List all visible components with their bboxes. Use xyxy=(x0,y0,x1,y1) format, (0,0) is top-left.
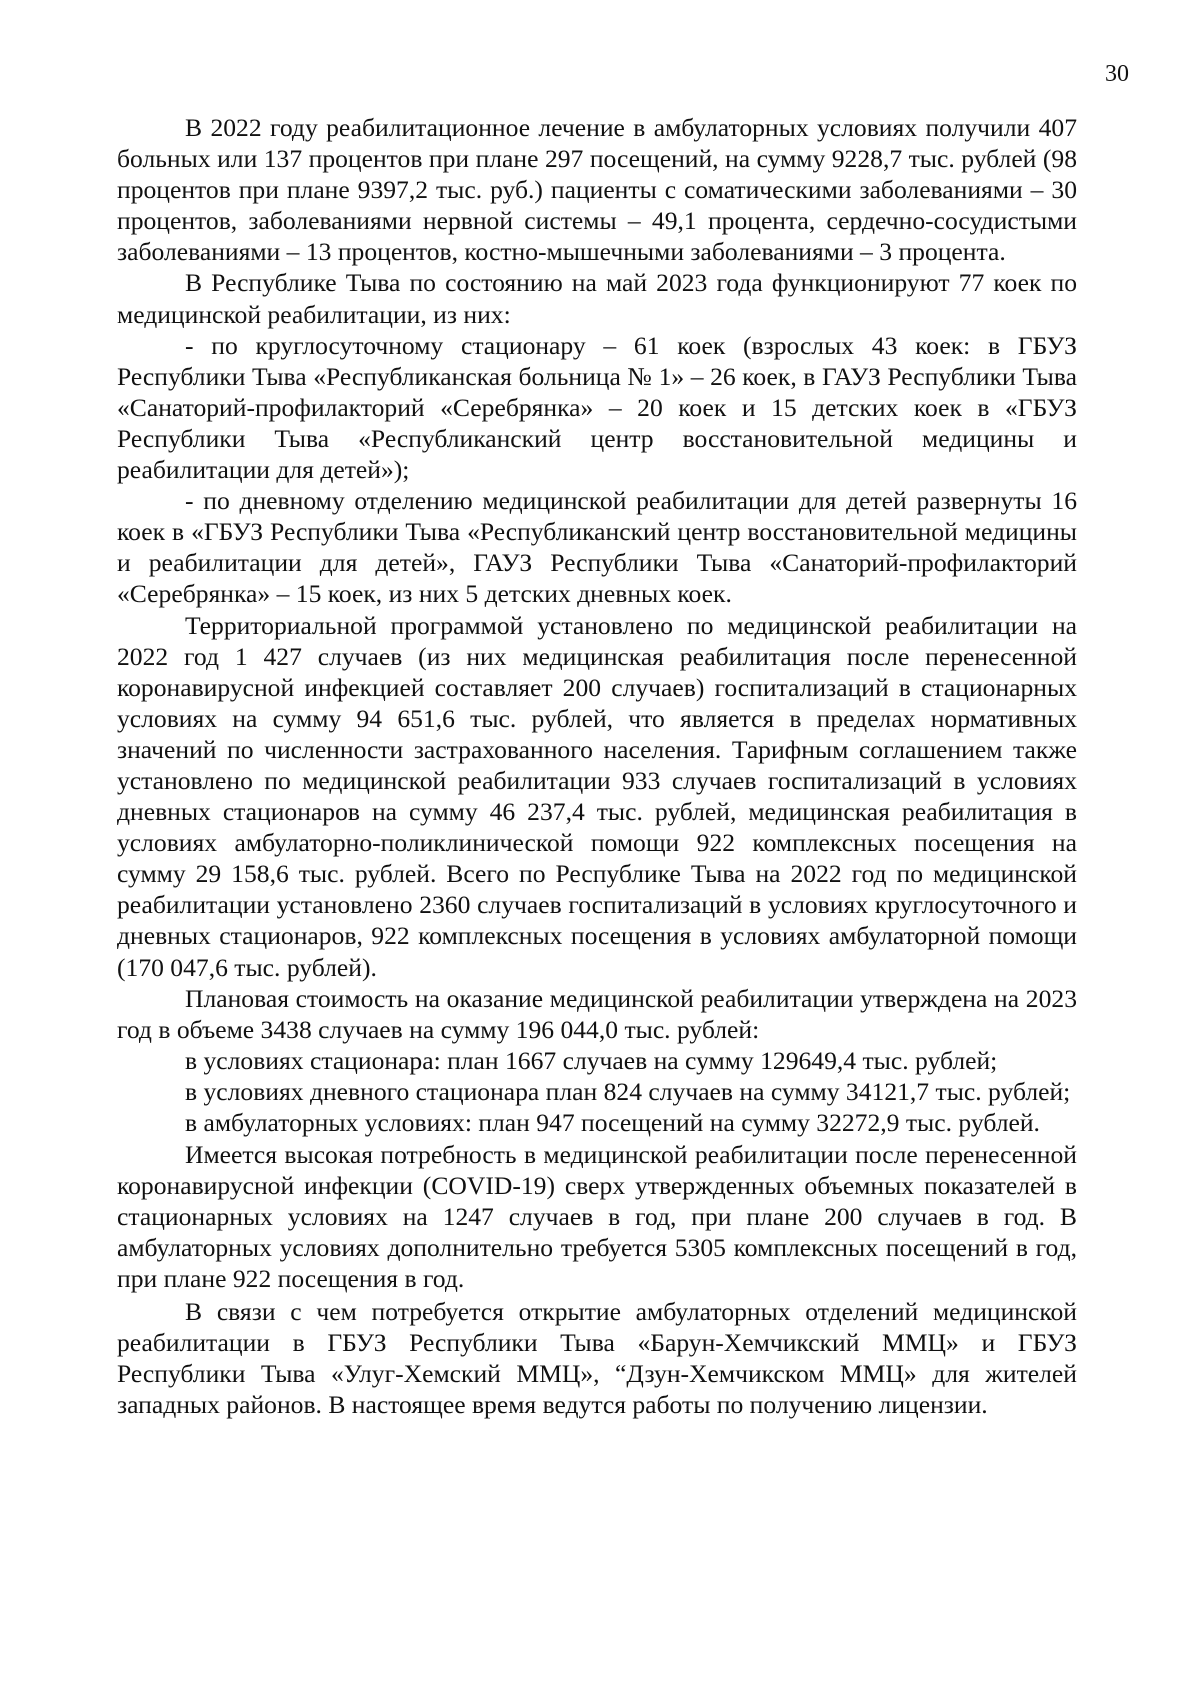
paragraph-covid-rehab-need: Имеется высокая потребность в медицинской реабилитации после перенесенной коронавирусной инфекции (COVID-19) сверх утвержденных объемных показателей в стационарных условиях на 1247 случаев в год, при плане 200 случаев в год. В амбулаторных условиях дополнительно требуется 5305 комплексных посещений в год, при плане 922 посещения в год. xyxy=(117,1140,1077,1294)
page-number: 30 xyxy=(1105,61,1129,87)
paragraph-round-the-clock-beds: - по круглосуточному стационару – 61 коек (взрослых 43 коек: в ГБУЗ Республики Тыва «Республиканская больница № 1» – 26 коек, в ГАУЗ Республики Тыва «Санаторий-профилакторий «Серебрянка» – 20 коек и 15 детских коек в «ГБУЗ Республики Тыва «Республиканский центр восстановительной медицины и реабилитации для детей»); xyxy=(117,330,1077,485)
paragraph-territorial-program: Территориальной программой установлено по медицинской реабилитации на 2022 год 1 427 случаев (из них медицинская реабилитация после перенесенной коронавирусной инфекцией составляет 200 случаев) госпитализаций в стационарных условиях на сумму 94 651,6 тыс. рублей, что является в пределах нормативных значений по численности застрахованного населения. Тарифным соглашением также установлено по медицинской реабилитации 933 случаев госпитализаций в условиях дневных стационаров на сумму 46 237,4 тыс. рублей, медицинская реабилитация в условиях амбулаторно-поликлинической помощи 922 комплексных посещения на сумму 29 158,6 тыс. рублей. Всего по Республике Тыва на 2022 год по медицинской реабилитации установлено 2360 случаев госпитализаций в условиях круглосуточного и дневных стационаров, 922 комплексных посещения в условиях амбулаторной помощи (170 047,6 тыс. рублей). xyxy=(117,610,1077,982)
paragraph-ambulatory-rehab-2022: В 2022 году реабилитационное лечение в амбулаторных условиях получили 407 больных или 137 процентов при плане 297 посещений, на сумму 9228,7 тыс. рублей (98 процентов при плане 9397,2 тыс. руб.) пациенты с соматическими заболеваниями – 30 процентов, заболеваниями нервной системы – 49,1 процента, сердечно-сосудистыми заболеваниями – 13 процентов, костно-мышечными заболеваниями – 3 процента. xyxy=(117,113,1077,267)
paragraph-planned-cost-2023: Плановая стоимость на оказание медицинской реабилитации утверждена на 2023 год в объеме 3438 случаев на сумму 196 044,0 тыс. рублей: xyxy=(117,983,1077,1044)
paragraph-outpatient-plan: в амбулаторных условиях: план 947 посещений на сумму 32272,9 тыс. рублей. xyxy=(185,1108,1040,1137)
paragraph-beds-may-2023: В Республике Тыва по состоянию на май 2023 года функционируют 77 коек по медицинской реабилитации, из них: xyxy=(117,268,1077,329)
document-body xyxy=(117,112,1077,1420)
paragraph-inpatient-plan: в условиях стационара: план 1667 случаев на сумму 129649,4 тыс. рублей; xyxy=(185,1045,998,1075)
paragraph-new-departments: В связи с чем потребуется открытие амбулаторных отделений медицинской реабилитации в ГБУЗ Республики Тыва «Барун-Хемчикский ММЦ» и ГБУЗ Республики Тыва «Улуг-Хемский ММЦ», “Дзун-Хемчикском ММЦ» для жителей западных районов. В настоящее время ведутся работы по получению лицензии. xyxy=(117,1296,1077,1419)
paragraph-day-department-beds: - по дневному отделению медицинской реабилитации для детей развернуты 16 коек в «ГБУЗ Республики Тыва «Республиканский центр восстановительной медицины и реабилитации для детей», ГАУЗ Республики Тыва «Санаторий-профилакторий «Серебрянка» – 15 коек, из них 5 детских дневных коек. xyxy=(117,486,1077,609)
paragraph-day-hospital-plan: в условиях дневного стационара план 824 случаев на сумму 34121,7 тыс. рублей; xyxy=(185,1076,1071,1106)
